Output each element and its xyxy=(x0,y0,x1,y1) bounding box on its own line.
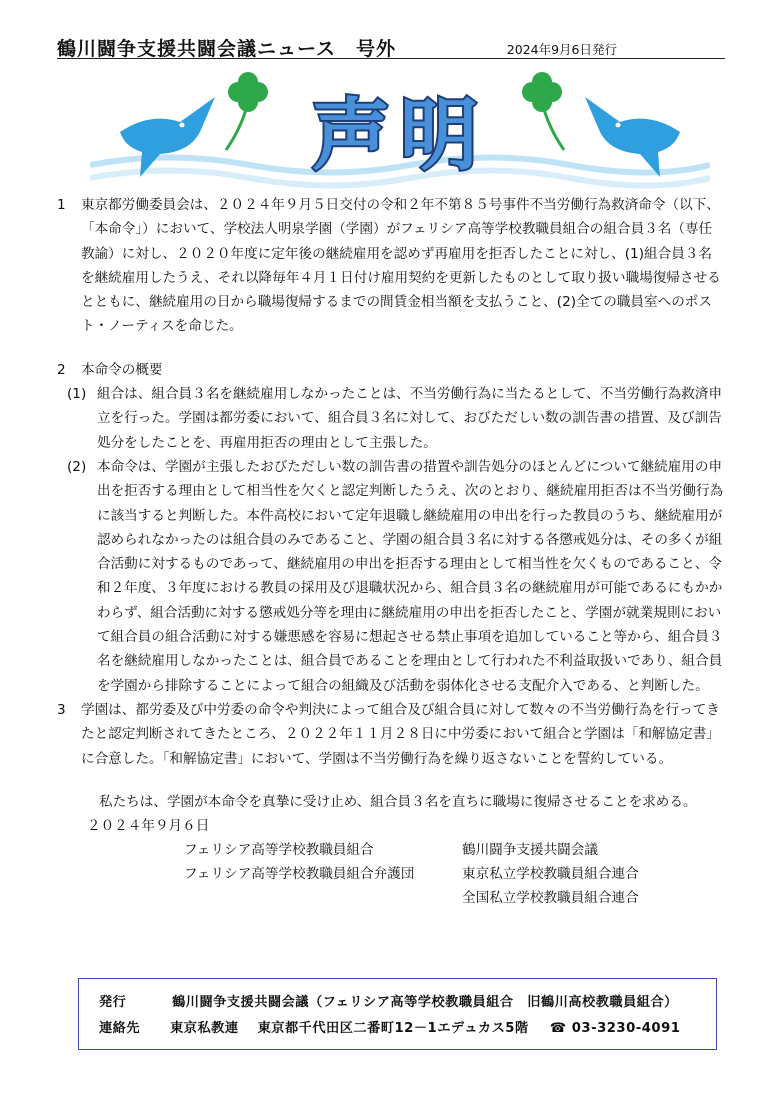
section-3 xyxy=(57,698,725,771)
contact-org: 東京私教連 xyxy=(170,1021,239,1036)
contact-row xyxy=(99,1017,680,1036)
signature-date: ２０２４年９月６日 xyxy=(87,818,210,835)
section-heading: 本命令の概要 xyxy=(81,361,163,378)
section-number: 2 xyxy=(57,361,66,378)
newsletter-title: 鶴川闘争支援共闘会議ニュース 号外 xyxy=(57,38,397,60)
subsection-2 xyxy=(57,455,725,698)
newsletter-header xyxy=(57,30,725,59)
publisher-row xyxy=(99,991,678,1010)
section-text: 東京都労働委員会は、２０２４年９月５日交付の令和２年不第８５号事件不当労働行為救済命令（以下、「本命令」）において、学校法人明泉学園（学園）がフェリシア高等学校教職員組合の組合員３名（専任教諭）に対し、２０２０年度に定年後の継続雇用を認めず再雇用を拒否したことに対し、(1)組合員３名を継続雇用したうえ、それ以降毎年４月１日付け雇用契約を更新したものとして取り扱い職場復帰させるとともに、継続雇用の日から職場復帰するまでの間賃金相当額を支払うこと、(2)全ての職員室へのポスト・ノーティスを命じた。 xyxy=(81,197,721,335)
section-text: 学園は、都労委及び中労委の命令や判決によって組合及び組合員に対して数々の不当労働行為を行ってきたと認定判断されてきたところ、２０２２年１１月２８日に中労委において組合と学園は「和解協定書」に合意した。「和解協定書」において、学園は不当労働行為を繰り返さないことを誓約している。 xyxy=(81,701,720,767)
bird-icon xyxy=(585,97,680,177)
signatory: 全国私立学校教職員組合連合 xyxy=(462,890,639,907)
section-2 xyxy=(57,358,725,698)
statement-headline: 声明 xyxy=(311,91,489,181)
publisher-name: 鶴川闘争支援共闘会議（フェリシア高等学校教職員組合 旧鶴川高校教職員組合） xyxy=(172,995,678,1010)
issue-date: 2024年9月6日発行 xyxy=(506,42,617,57)
clover-icon xyxy=(522,72,564,150)
statement-body xyxy=(57,193,725,912)
phone-number: 03-3230-4091 xyxy=(571,1021,681,1036)
signatories xyxy=(57,838,725,912)
publisher-label: 発行 xyxy=(99,995,127,1010)
contact-label: 連絡先 xyxy=(99,1021,141,1036)
statement-banner xyxy=(90,70,710,190)
signatory: フェリシア高等学校教職員組合弁護団 xyxy=(184,866,415,883)
subsection-number: (1) xyxy=(67,386,87,403)
signatory: 東京私立学校教職員組合連合 xyxy=(462,866,639,883)
bird-icon xyxy=(120,97,215,177)
clover-icon xyxy=(226,72,268,150)
subsection-text: 組合は、組合員３名を継続雇用しなかったことは、不当労働行為に当たるとして、不当労働行為救済申立を行った。学園は都労委において、組合員３名に対して、おびただしい数の訓告書の措置、及び訓告処分をしたことを、再雇用拒否の理由として主張した。 xyxy=(97,386,723,451)
subsection-number: (2) xyxy=(67,458,87,475)
signatory: 鶴川闘争支援共闘会議 xyxy=(462,842,598,859)
section-number: 3 xyxy=(57,701,66,718)
subsection-1 xyxy=(57,382,725,455)
closing-statement: 私たちは、学園が本命令を真摯に受け止め、組合員３名を直ちに職場に復帰させることを求める。 xyxy=(99,793,697,810)
telephone-icon: ☎ xyxy=(549,1021,567,1036)
section-1 xyxy=(57,193,725,339)
publisher-box xyxy=(78,978,717,1050)
subsection-text: 本命令は、学園が主張したおびただしい数の訓告書の措置や訓告処分のほとんどについて継続雇用の申出を拒否する理由として相当性を欠くと認定判断したうえ、次のとおり、継続雇用拒否は不当労働行為に該当すると判断した。本件高校において定年退職し継続雇用の申出を行った教員のうち、継続雇用が認められなかったのは組合員のみであること、学園の組合員３名に対する各懲戒処分は、その多くが組合活動に対するものであって、継続雇用の申出を拒否する理由として相当性を欠くものであること、令和２年度、３年度における教員の採用及び退職状況から、組合員３名の継続雇用が可能であるにもかかわらず、組合活動に対する懲戒処分等を理由に継続雇用の申出を拒否したこと、学園が就業規則において組合員の組合活動に対する嫌悪感を容易に想起させる禁止事項を追加していること等から、組合員３名を継続雇用しなかったことは、組合員であることを理由として行われた不利益取扱いであり、組合員を学園から排除することによって組合の組織及び活動を弱体化させる支配介入である、と判断した。 xyxy=(97,458,724,694)
contact-address: 東京都千代田区二番町12－1エデュカス5階 xyxy=(257,1021,529,1036)
signatory: フェリシア高等学校教職員組合 xyxy=(184,842,374,859)
section-number: 1 xyxy=(57,197,66,213)
